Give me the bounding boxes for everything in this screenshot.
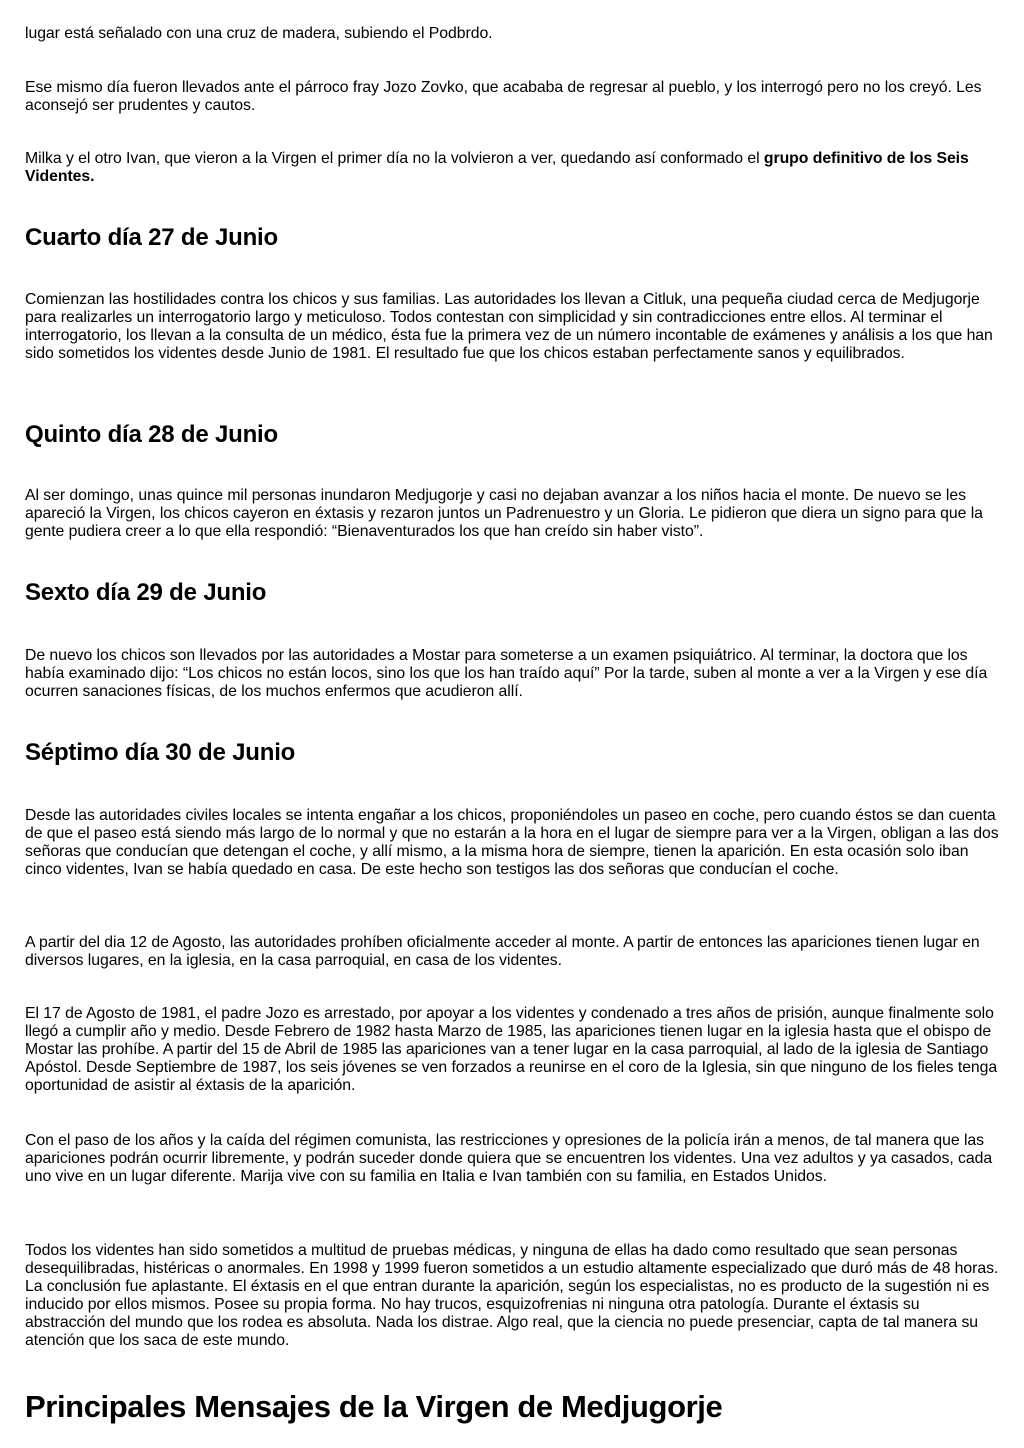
heading-cuarto-dia: Cuarto día 27 de Junio	[25, 224, 278, 251]
paragraph-padre-jozo: El 17 de Agosto de 1981, el padre Jozo es arrestado, por apoyar a los videntes y condenado a tres años de prisión, aunque finalmente solo llegó a cumplir año y medio. Desde Febrero de 1982 hasta Marzo de 1985, las apariciones tienen lugar en la iglesia hasta que el obispo de Mostar las prohíbe. A partir del 15 de Abril de 1985 las apariciones van a tener lugar en la casa parroquial, al lado de la iglesia de Santiago Apóstol. Desde Septiembre de 1987, los seis jóvenes se ven forzados a reunirse en el coro de la Iglesia, sin que ninguno de los fieles tenga oportunidad de asistir al éxtasis de la aparición.	[25, 1005, 998, 1094]
heading-quinto-dia: Quinto día 28 de Junio	[25, 421, 278, 448]
paragraph-septimo-dia: Desde las autoridades civiles locales se intenta engañar a los chicos, proponiéndoles un paseo en coche, pero cuando éstos se dan cuenta de que el paseo está siendo más largo de lo normal y que no estarán a la hora en el lugar de siempre para ver a la Virgen, obligan a las dos señoras que conducían que detengan el coche, y allí mismo, a la misma hora de siempre, tienen la aparición. En esta ocasión solo iban cinco videntes, Ivan se había quedado en casa. De este hecho son testigos las dos señoras que conducían el coche.	[25, 807, 999, 878]
paragraph-cuarto-dia: Comienzan las hostilidades contra los chicos y sus familias. Las autoridades los llevan a Citluk, una pequeña ciudad cerca de Medjugorje para realizarles un interrogatorio largo y meticuloso. Todos contestan con simplicidad y sin contradicciones entre ellos. Al terminar el interrogatorio, los llevan a la consulta de un médico, ésta fue la primera vez de un número incontable de exámenes y análisis a los que han sido sometidos los videntes desde Junio de 1981. El resultado fue que los chicos estaban perfectamente sanos y equilibrados.	[25, 291, 993, 362]
paragraph-regimen-comunista: Con el paso de los años y la caída del régimen comunista, las restricciones y opresiones de la policía irán a menos, de tal manera que las apariciones podrán ocurrir libremente, y podrán suceder donde quiera que se encuentren los videntes. Una vez adultos y ya casados, cada uno vive en un lugar diferente. Marija vive con su familia en Italia e Ivan también con su familia, en Estados Unidos.	[25, 1132, 993, 1185]
heading-principales-mensajes: Principales Mensajes de la Virgen de Medjugorje	[25, 1389, 723, 1424]
paragraph-jozo-zovko: Ese mismo día fueron llevados ante el párroco fray Jozo Zovko, que acababa de regresar al pueblo, y los interrogó pero no los creyó. Les aconsejó ser prudentes y cautos.	[25, 79, 982, 114]
heading-septimo-dia: Séptimo día 30 de Junio	[25, 739, 296, 766]
paragraph-sexto-dia: De nuevo los chicos son llevados por las autoridades a Mostar para someterse a un examen psiquiátrico. Al terminar, la doctora que los había examinado dijo: “Los chicos no están locos, sino los que los han traído aquí” Por la tarde, suben al monte a ver a la Virgen y ese día ocurren sanaciones físicas, de los muchos enfermos que acudieron allí.	[25, 647, 988, 700]
heading-sexto-dia: Sexto día 29 de Junio	[25, 579, 267, 606]
paragraph-podbrdo: lugar está señalado con una cruz de madera, subiendo el Podbrdo.	[25, 25, 493, 42]
paragraph-12-agosto: A partir del dia 12 de Agosto, las autoridades prohíben oficialmente acceder al monte. A partir de entonces las apariciones tienen lugar en diversos lugares, en la iglesia, en la casa parroquial, en casa de los videntes.	[25, 934, 980, 969]
paragraph-seis-videntes-bold: grupo definitivo de los Seis Videntes.	[25, 150, 969, 185]
paragraph-seis-videntes	[25, 150, 1001, 186]
paragraph-seis-videntes-text: Milka y el otro Ivan, que vieron a la Virgen el primer día no la volvieron a ver, quedando así conformado el	[25, 150, 764, 167]
paragraph-quinto-dia: Al ser domingo, unas quince mil personas inundaron Medjugorje y casi no dejaban avanzar a los niños hacia el monte. De nuevo se les apareció la Virgen, los chicos cayeron en éxtasis y rezaron juntos un Padrenuestro y un Gloria. Le pidieron que diera un signo para que la gente pudiera creer a lo que ella respondió: “Bienaventurados los que han creído sin haber visto”.	[25, 487, 983, 540]
paragraph-pruebas-medicas: Todos los videntes han sido sometidos a multitud de pruebas médicas, y ninguna de ellas ha dado como resultado que sean personas desequilibradas, histéricas o anormales. En 1998 y 1999 fueron sometidos a un estudio altamente especializado que duró más de 48 horas. La conclusión fue aplastante. El éxtasis en el que entran durante la aparición, según los especialistas, no es producto de la sugestión ni es inducido por ellos mismos. Posee su propia forma. No hay trucos, esquizofrenias ni ninguna otra patología. Durante el éxtasis su abstracción del mundo que los rodea es absoluta. Nada los distrae. Algo real, que la ciencia no puede presenciar, capta de tal manera su atención que los saca de este mundo.	[25, 1242, 999, 1349]
